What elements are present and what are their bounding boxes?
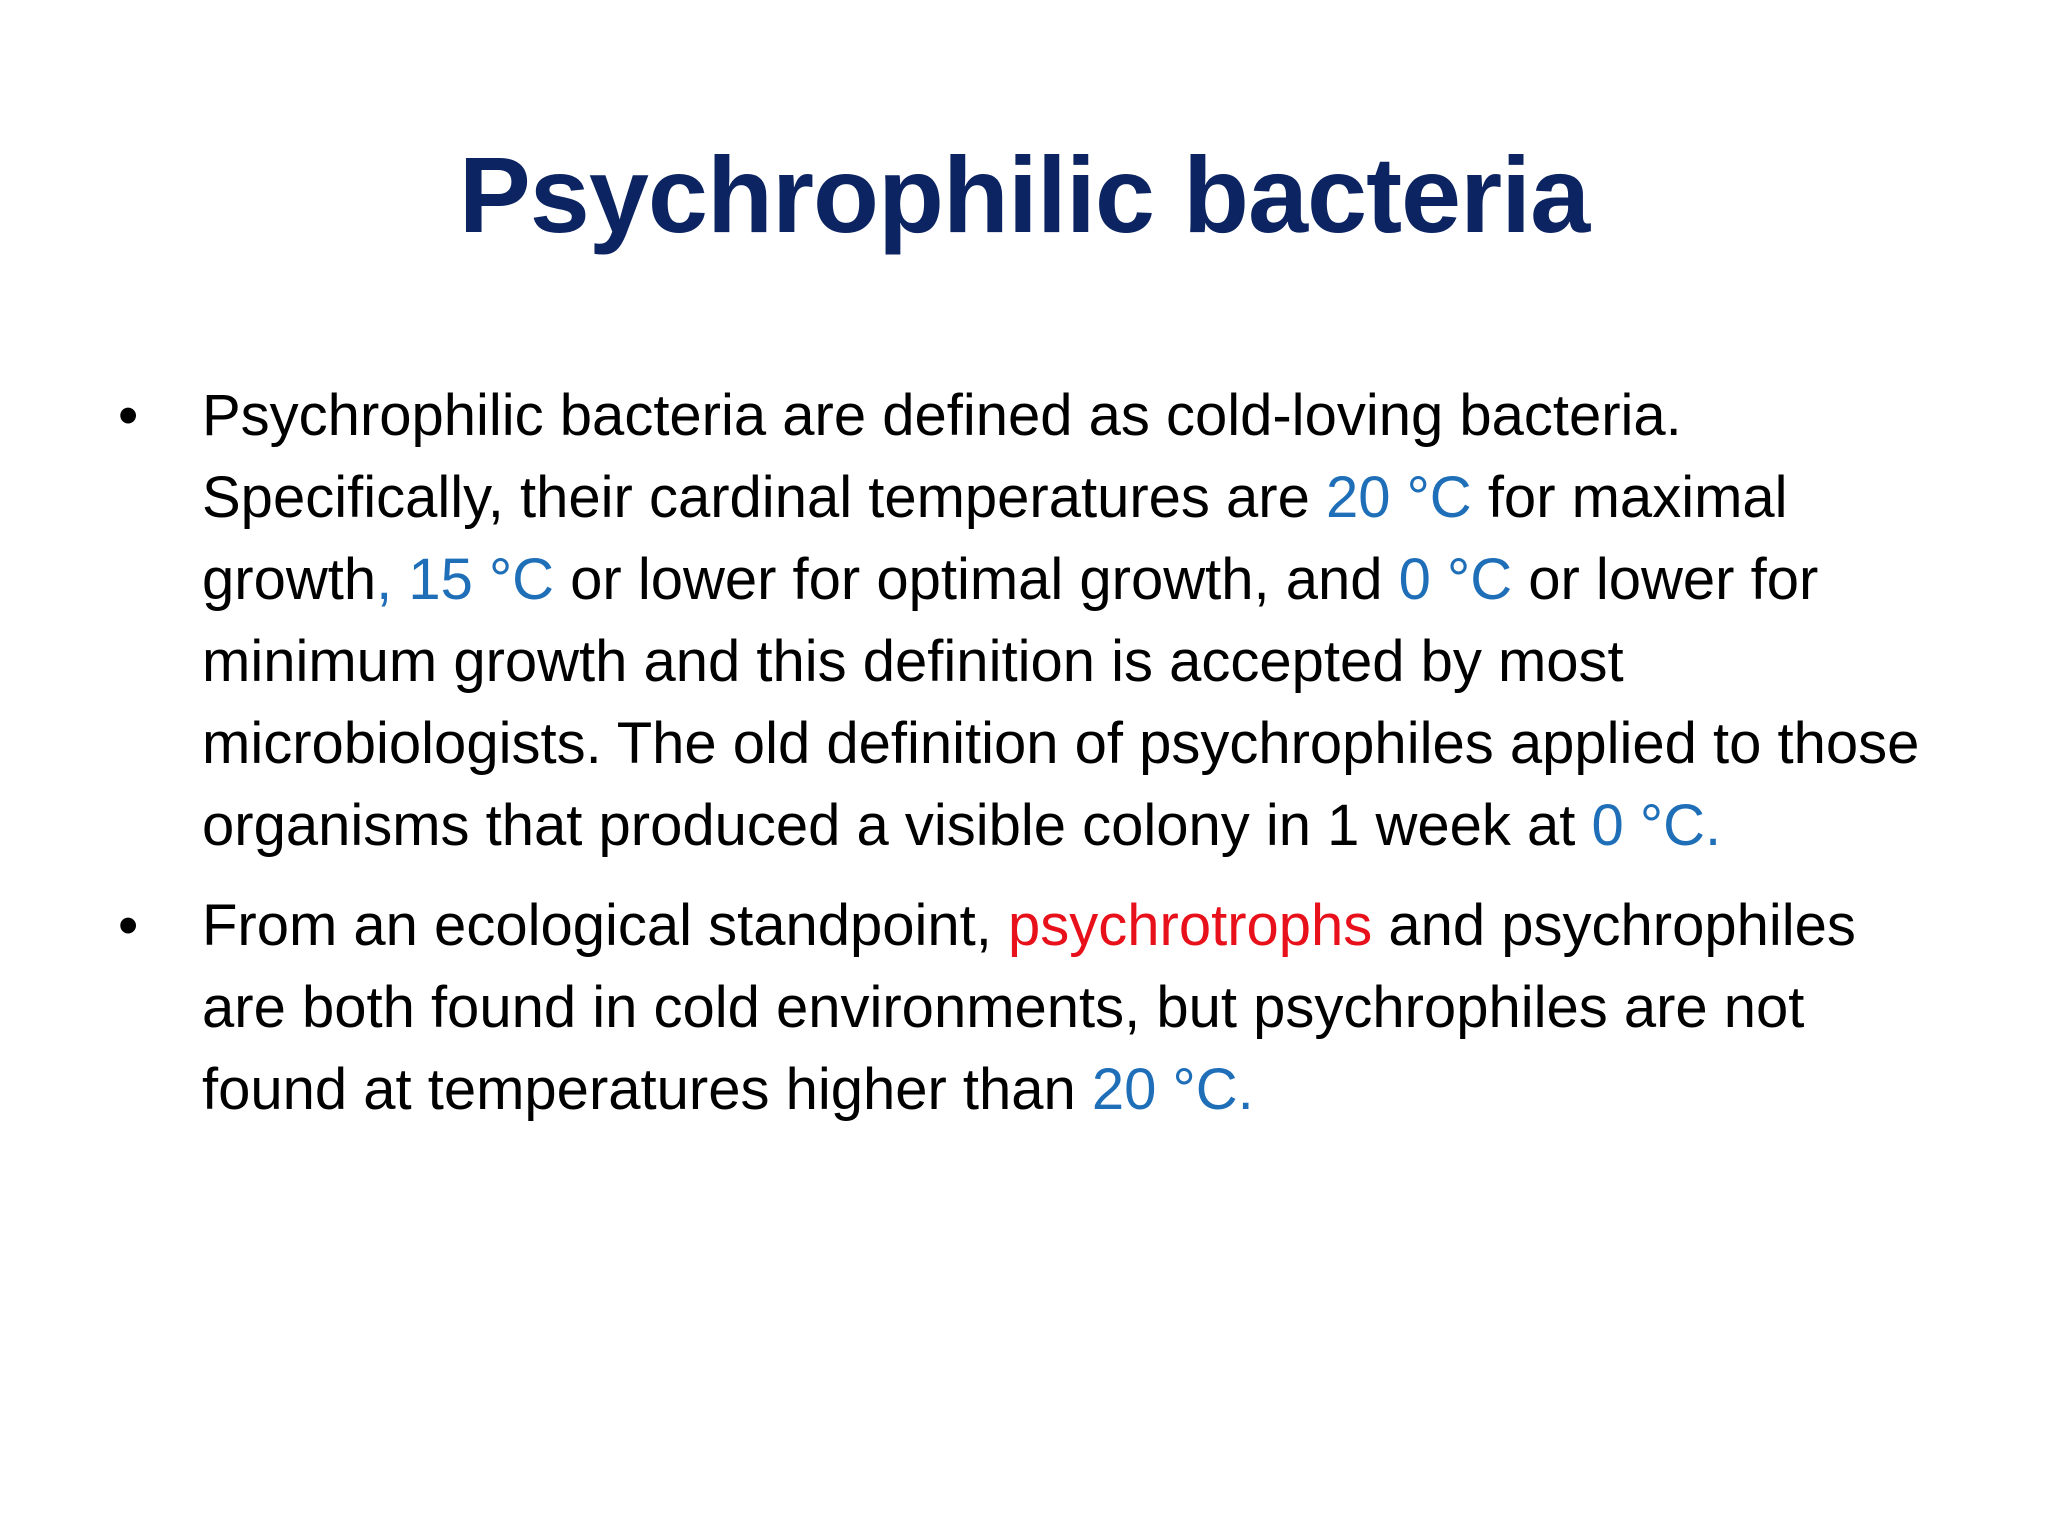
slide-title: Psychrophilic bacteria xyxy=(458,134,1590,255)
text-segment: or lower for minimum growth and this definition is accepted by most microbiologists. The old definition of psychrophiles applied to those organisms that produced a visible colony in 1 week at xyxy=(202,547,1920,858)
bullet-icon: • xyxy=(118,893,139,958)
text-segment: and psychrophiles are both found in cold environments, but psychrophiles are not found at temperatures higher than xyxy=(202,893,1856,1122)
highlight-temperature: 0 °C. xyxy=(1591,793,1722,858)
highlight-temperature: 0 °C xyxy=(1398,547,1513,612)
text-segment: for maximal growth xyxy=(202,465,1788,612)
highlight-temperature: , 15 °C xyxy=(376,547,555,612)
bullet-text-1 xyxy=(202,383,1919,858)
bullet-item-2 xyxy=(118,885,1948,1131)
bullet-list xyxy=(118,375,1948,1149)
bullet-item-1 xyxy=(118,375,1948,867)
highlight-temperature: 20 °C xyxy=(1325,465,1472,530)
text-segment: or lower for optimal growth, and xyxy=(554,547,1399,612)
text-segment: Psychrophilic bacteria are defined as cold-loving bacteria. Specifically, their cardinal temperatures are xyxy=(202,383,1682,530)
bullet-text-2 xyxy=(202,893,1856,1122)
highlight-temperature: 20 °C. xyxy=(1091,1057,1254,1122)
highlight-term: psychrotrophs xyxy=(1008,893,1373,958)
text-segment: From an ecological standpoint, xyxy=(202,893,1008,958)
bullet-icon: • xyxy=(118,383,139,448)
